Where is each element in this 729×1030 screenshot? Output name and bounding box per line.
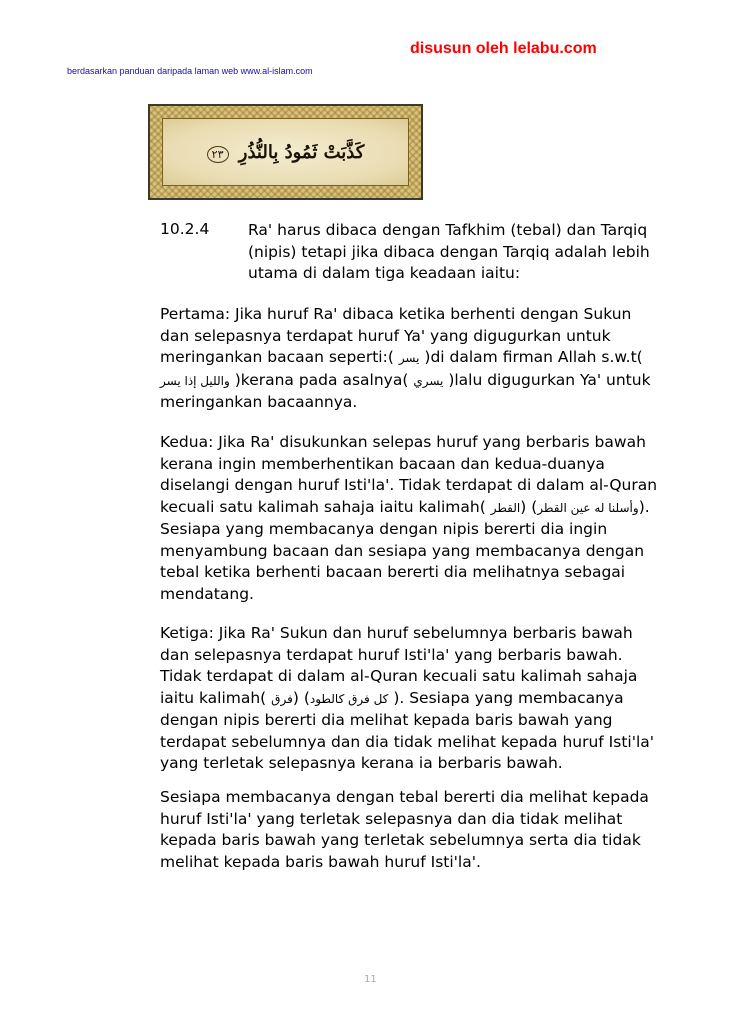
text-run: )kerana pada asalnya( (234, 370, 409, 389)
paragraph-ketiga (160, 623, 665, 775)
text-run: )lalu digugurkan Ya' untuk meringankan bacaannya. (160, 370, 651, 411)
paragraph-penutup (160, 787, 665, 873)
page-number: 11 (364, 974, 377, 985)
source-note: berdasarkan panduan daripada laman web www.al-islam.com (67, 66, 313, 76)
paragraph-pertama (160, 304, 665, 414)
text-run: Ketiga: Jika Ra' Sukun dan huruf sebelumnya berbaris bawah dan selepasnya terdapat huruf Isti'la' yang berbaris bawah. Tidak terdapat di dalam al-Quran kecuali satu kalimah sahaja iaitu kalimah( (160, 624, 638, 707)
brand-header: disusun oleh lelabu.com (410, 40, 597, 57)
text-run: ). Sesiapa yang membacanya dengan nipis bererti dia ingin menyambung bacaan dan sesiapa yang membacanya dengan tebal ketika berhenti bacaan bererti dia melihatnya sebagai mendatang. (160, 497, 650, 603)
section-number: 10.2.4 (160, 220, 210, 238)
text-run: Pertama: Jika huruf Ra' dibaca ketika berhenti dengan Sukun dan selepasnya terdapat huruf Ya' yang digugurkan untuk meringankan bacaan seperti:( (160, 305, 632, 366)
section-heading: Ra' harus dibaca dengan Tafkhim (tebal) dan Tarqiq (nipis) tetapi jika dibaca dengan Tarqiq adalah lebih utama di dalam tiga keadaan iaitu: (248, 221, 650, 282)
text-run: ). Sesiapa yang membacanya dengan nipis bererti dia melihat kepada baris bawah yang terdapat sebelumnya dan dia tidak melihat kepada huruf Isti'la' yang terletak selepasnya kerana ia berbaris bawah. (160, 688, 655, 772)
arabic-term: كل فرق كالطود (309, 691, 389, 706)
arabic-term: القطر (490, 500, 521, 515)
arabic-term: يسر (398, 351, 420, 365)
text-run: Sesiapa membacanya dengan tebal bererti dia melihat kepada huruf Isti'la' yang terletak selepasnya dan dia tidak melihat kepada baris bawah yang terletak sebelumnya serta dia tidak melihat kepada baris bawah huruf Isti'la'. (160, 788, 649, 871)
verse-words: كَذَّبَتْ ثَمُودُ بِالنُّذُرِ (238, 141, 365, 163)
quran-verse-image (148, 104, 423, 200)
arabic-term: فرق (271, 691, 293, 706)
ayah-number-badge: ٢٣ (207, 146, 229, 163)
text-run: )di dalam firman Allah s.w.t( (424, 348, 643, 366)
text-run: ) ( (520, 497, 538, 516)
verse-panel (162, 118, 409, 186)
arabic-term: يسري (413, 373, 444, 388)
text-run: Kedua: Jika Ra' disukunkan selepas huruf yang berbaris bawah kerana ingin memberhentikan bacaan dan kedua-duanya diselangi dengan huruf Isti'la'. Tidak terdapat di dalam al-Quran kecuali satu kalimah sahaja iaitu kalimah( (160, 433, 658, 516)
arabic-term: والليل إذا يسر (160, 373, 230, 388)
text-run: ) ( (292, 688, 310, 707)
paragraph-kedua (160, 432, 665, 605)
verse-arabic-text (207, 142, 365, 163)
arabic-term: وأسلنا له عين القطر (537, 500, 639, 515)
